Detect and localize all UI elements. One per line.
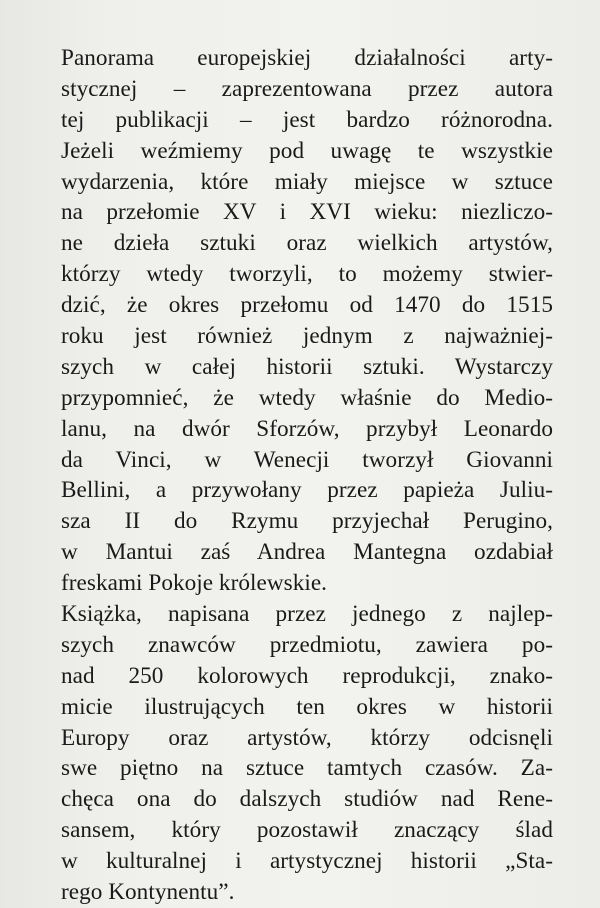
blurb-text (61, 43, 553, 908)
text-line: przypomnieć, że wtedy właśnie do Medio- (61, 384, 553, 411)
text-line: Jeżeli weźmiemy pod uwagę te wszystkie (61, 137, 553, 164)
text-line: Europy oraz artystów, którzy odcisnęli (61, 724, 553, 751)
text-line: ne dzieła sztuki oraz wielkich artystów, (61, 230, 553, 257)
text-line: dzić, że okres przełomu od 1470 do 1515 (61, 292, 553, 319)
text-line: freskami Pokoje królewskie. (61, 570, 328, 597)
text-line: sza II do Rzymu przyjechał Perugino, (61, 508, 553, 535)
text-line: wydarzenia, które miały miejsce w sztuce (61, 168, 553, 195)
text-line: Bellini, a przywołany przez papieża Juliu- (61, 477, 553, 504)
text-line: Książka, napisana przez jednego z najlep- (61, 601, 553, 628)
text-line: szych w całej historii sztuki. Wystarczy (61, 353, 553, 380)
text-line: Panorama europejskiej działalności arty- (61, 45, 553, 71)
paragraph-1 (61, 43, 553, 599)
text-line: szych znawców przedmiotu, zawiera po- (61, 631, 553, 658)
text-line: swe piętno na sztuce tamtych czasów. Za- (61, 755, 553, 782)
text-line: chęca ona do dalszych studiów nad Rene- (61, 786, 553, 813)
text-line: da Vinci, w Wenecji tworzył Giovanni (61, 446, 553, 473)
paragraph-2 (61, 599, 553, 908)
text-line: którzy wtedy tworzyli, to możemy stwier- (61, 261, 553, 288)
text-line: tej publikacji – jest bardzo różnorodna. (61, 106, 553, 133)
text-line: roku jest również jednym z najważniej- (61, 323, 553, 350)
text-line: lanu, na dwór Sforzów, przybył Leonardo (61, 415, 553, 442)
text-line: w Mantui zaś Andrea Mantegna ozdabiał (61, 539, 553, 566)
text-line: stycznej – zaprezentowana przez autora (61, 75, 553, 102)
text-line: w kulturalnej i artystycznej historii „Sta- (61, 848, 553, 875)
text-line: sansem, który pozostawił znaczący ślad (61, 817, 553, 844)
text-line: micie ilustrujących ten okres w historii (61, 693, 553, 720)
text-line: nad 250 kolorowych reprodukcji, znako- (61, 662, 553, 689)
text-line: na przełomie XV i XVI wieku: niezliczo- (61, 199, 553, 226)
text-line: rego Kontynentu”. (61, 879, 235, 906)
